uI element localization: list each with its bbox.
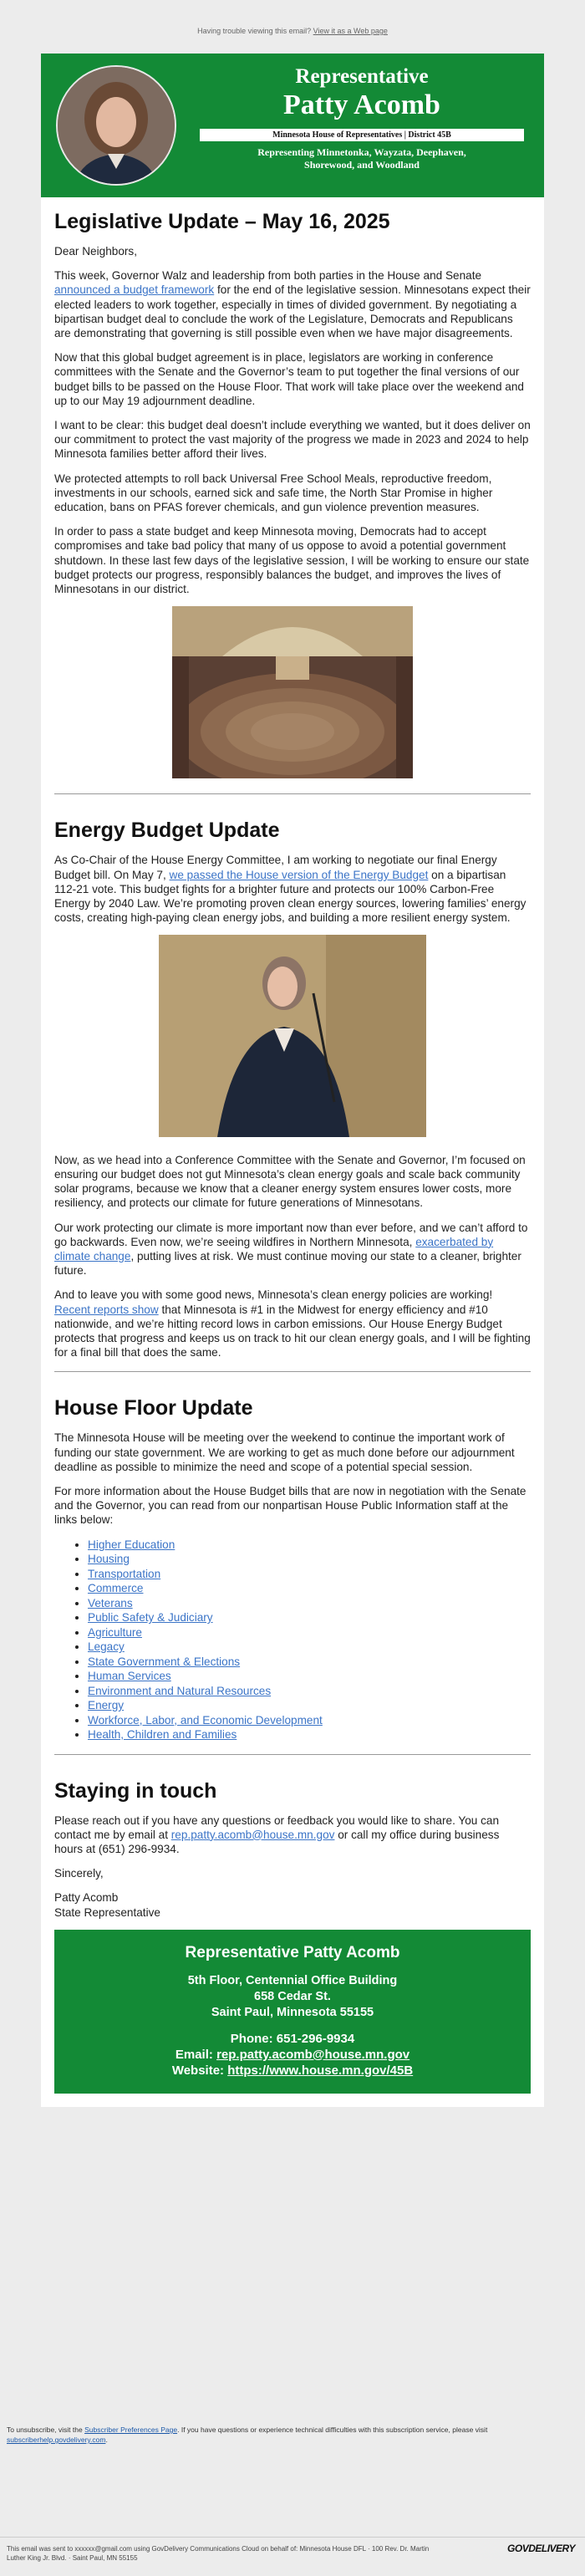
web-view-note [0,0,585,35]
link-public-safety[interactable]: Public Safety & Judiciary [88,1611,213,1625]
recent-reports-link[interactable]: Recent reports show [54,1303,159,1316]
divider [54,793,531,794]
touch-p1 [54,1813,531,1857]
list-item [88,1610,531,1625]
text: for the end of the legislative session. Minnesotans expect their elected leaders to work together, especially in times of divided government. By negotiating a bipartisan budget deal to conclude the work of the Legislature, Democrats and Republicans are demonstrating that governing is still possible even when we have major disagreements. [54,283,531,340]
legislative-p1 [54,268,531,340]
divider [54,1754,531,1755]
list-item [88,1713,531,1728]
list-item [88,1567,531,1582]
link-transportation[interactable]: Transportation [88,1567,161,1580]
text: And to leave you with some good news, Minnesota’s clean energy policies are working! [54,1288,493,1302]
email-link[interactable]: rep.patty.acomb@house.mn.gov [170,1828,335,1841]
energy-heading: Energy Budget Update [54,819,280,843]
email-content [41,197,544,2107]
text: . [105,2436,108,2444]
text: , putting lives at risk. We must continue moving our state to a cleaner, brighter future. [54,1249,521,1278]
representative-speaking-image [54,935,531,1140]
header-subtitle: Minnesota House of Representatives | District 45B [200,129,524,141]
footer-address-2: 658 Cedar St. [254,1989,331,2003]
header-tagline [200,146,524,171]
energy-p4 [54,1288,531,1359]
energy-p1 [54,853,531,925]
footer-email [63,2047,522,2063]
text: Please reach out if you have any questions or feedback you would like to share. You can contact me by email at [54,1813,500,1841]
web-view-text: Having trouble viewing this email? [197,27,312,35]
legislative-heading: Legislative Update – May 16, 2025 [54,210,390,233]
email-header [41,54,544,197]
link-state-government[interactable]: State Government & Elections [88,1655,241,1668]
footer-website [63,2063,522,2079]
signature-name: Patty Acomb [54,1891,119,1905]
sender-note [0,2537,585,2563]
tagline-line-2: Shorewood, and Woodland [304,159,420,171]
list-item [88,1538,531,1553]
link-commerce[interactable]: Commerce [88,1582,144,1595]
link-energy[interactable]: Energy [88,1699,125,1712]
text: . If you have questions or experience technical difficulties with this subscription service, please visit [177,2426,488,2434]
link-health[interactable]: Health, Children and Families [88,1728,237,1742]
header-name: Patty Acomb [283,89,440,120]
text: on a bipartisan 112-21 vote. This budget fights for a brighter future and protects our 100% Carbon-Free Energy by 2040 Law. We’re promoting proven clean energy sources, lowering families’ energy costs, creating high-paying clean energy jobs, and building a more resilient energy system. [54,868,526,925]
energy-p2: Now, as we head into a Conference Committee with the Senate and Governor, I’m focused on ensuring our budget does not gut Minnesota’s clean energy goals and scale back community solar programs, because we know that a cleaner energy system ensures lower costs, more resiliency, and protects our climate for future generations of Minnesotans. [54,1153,526,1210]
text: This week, Governor Walz and leadership from both parties in the House and Senate [54,269,482,283]
list-item [88,1596,531,1611]
legislative-p2: Now that this global budget agreement is in place, legislators are working in conference committees with the Senate and the Governor’s team to put together the final versions of our budget bills to be passed on the House Floor. That work will take place over the weekend and up to our May 19 adjournment deadline. [54,351,524,407]
sender-text: This email was sent to xxxxxx@gmail.com using GovDelivery Communications Cloud on behalf of: Minnesota House DFL · 100 Rev. Dr. Martin Luther King Jr. Blvd. · Saint Paul, MN 55155 [7,2545,430,2562]
list-item [88,1552,531,1567]
text: or call my office during business hours at (651) 296-9934. [54,1828,500,1855]
link-workforce[interactable]: Workforce, Labor, and Economic Development [88,1713,323,1727]
contact-footer [54,1930,531,2094]
energy-budget-link[interactable]: we passed the House version of the Energy Budget [169,868,429,881]
list-item [88,1655,531,1670]
link-housing[interactable]: Housing [88,1553,130,1566]
text: that Minnesota is #1 in the Midwest for energy efficiency and #10 nationwide, and we’re hitting record lows in carbon emissions. Our House Energy Budget protects that progress and keeps us on track to hit our clean energy goals, and I will be fighting for a final bill that does the same. [54,1303,531,1359]
footer-address-1: 5th Floor, Centennial Office Building [187,1973,398,1987]
text: Our work protecting our climate is more important now than ever before, and we can’t afford to go backwards. Even now, we’re seeing wildfires in Northern Minnesota, [54,1221,528,1248]
closing: Sincerely, [54,1867,104,1880]
list-item [88,1669,531,1684]
link-agriculture[interactable]: Agriculture [88,1625,142,1639]
list-item [88,1640,531,1655]
floor-p1: The Minnesota House will be meeting over the weekend to continue the important work of funding our state government. We are working to get as much done before our adjournment deadline as possible to minimize the need and scope of a potential special session. [54,1431,515,1473]
list-item [88,1625,531,1640]
text: Website: [171,2063,228,2078]
representative-photo [56,65,176,186]
link-legacy[interactable]: Legacy [88,1640,125,1654]
header-title: Representative [295,65,429,88]
text: As Co-Chair of the House Energy Committee, I am working to negotiate our final Energy Budget bill. On May 7, [54,854,497,881]
climate-change-link[interactable]: exacerbated by climate change [54,1235,494,1262]
link-human-services[interactable]: Human Services [88,1670,171,1683]
list-item [88,1684,531,1699]
footer-address-3: Saint Paul, Minnesota 55155 [211,2005,374,2019]
legislative-p5: In order to pass a state budget and keep Minnesota moving, Democrats had to accept compromises and take bad policy that many of us oppose to avoid a potential government shutdown. In these last few days of the legislative session, I will be working to ensure our state budget protects our progress, responsibly balances the budget, and improves the lives of Minnesotans in our district. [54,525,530,596]
footer-phone: Phone: 651-296-9934 [230,2031,355,2046]
greeting: Dear Neighbors, [54,245,137,258]
footer-website-link[interactable]: https://www.house.mn.gov/45B [227,2063,414,2078]
email-body [41,54,544,2107]
text: To unsubscribe, visit the [7,2426,85,2434]
list-item [88,1727,531,1742]
subscriber-help-link[interactable]: subscriberhelp.govdelivery.com [7,2436,106,2444]
unsubscribe-note [0,2425,585,2445]
footer-name: Representative Patty Acomb [185,1943,400,1961]
link-environment[interactable]: Environment and Natural Resources [88,1684,272,1697]
budget-links-list [88,1538,531,1742]
subscriber-preferences-link[interactable]: Subscriber Preferences Page [84,2426,178,2434]
house-chamber-image [54,606,531,782]
budget-framework-link[interactable]: announced a budget framework [54,283,215,297]
divider [54,1371,531,1372]
govdelivery-logo[interactable]: GOVDELIVERY [507,2543,575,2554]
header-text [200,65,524,171]
link-veterans[interactable]: Veterans [88,1596,133,1609]
list-item [88,1698,531,1713]
link-higher-education[interactable]: Higher Education [88,1538,176,1551]
touch-heading: Staying in touch [54,1778,217,1803]
legislative-p4: We protected attempts to roll back Universal Free School Meals, reproductive freedom, investments in our schools, earned sick and safe time, the North Star Promise in higher education, bans on PFAS forever chemicals, and gun violence prevention measures. [54,472,493,514]
list-item [88,1581,531,1596]
web-view-link[interactable]: View it as a Web page [313,27,388,35]
legislative-p3: I want to be clear: this budget deal doesn’t include everything we wanted, but it does deliver on our commitment to protect the vast majority of the progress we made in 2023 and 2024 to help Minnesota families better afford their lives. [54,419,531,461]
text: Email: [175,2047,217,2062]
tagline-line-1: Representing Minnetonka, Wayzata, Deephaven, [257,146,466,158]
floor-p2: For more information about the House Budget bills that are now in negotiation with the Senate and the Governor, you can read from our nonpartisan House Public Information staff at the links below: [54,1484,526,1527]
floor-heading: House Floor Update [54,1396,253,1421]
signature-title: State Representative [54,1905,160,1919]
energy-p3 [54,1221,531,1278]
footer-email-link[interactable]: rep.patty.acomb@house.mn.gov [216,2047,410,2062]
